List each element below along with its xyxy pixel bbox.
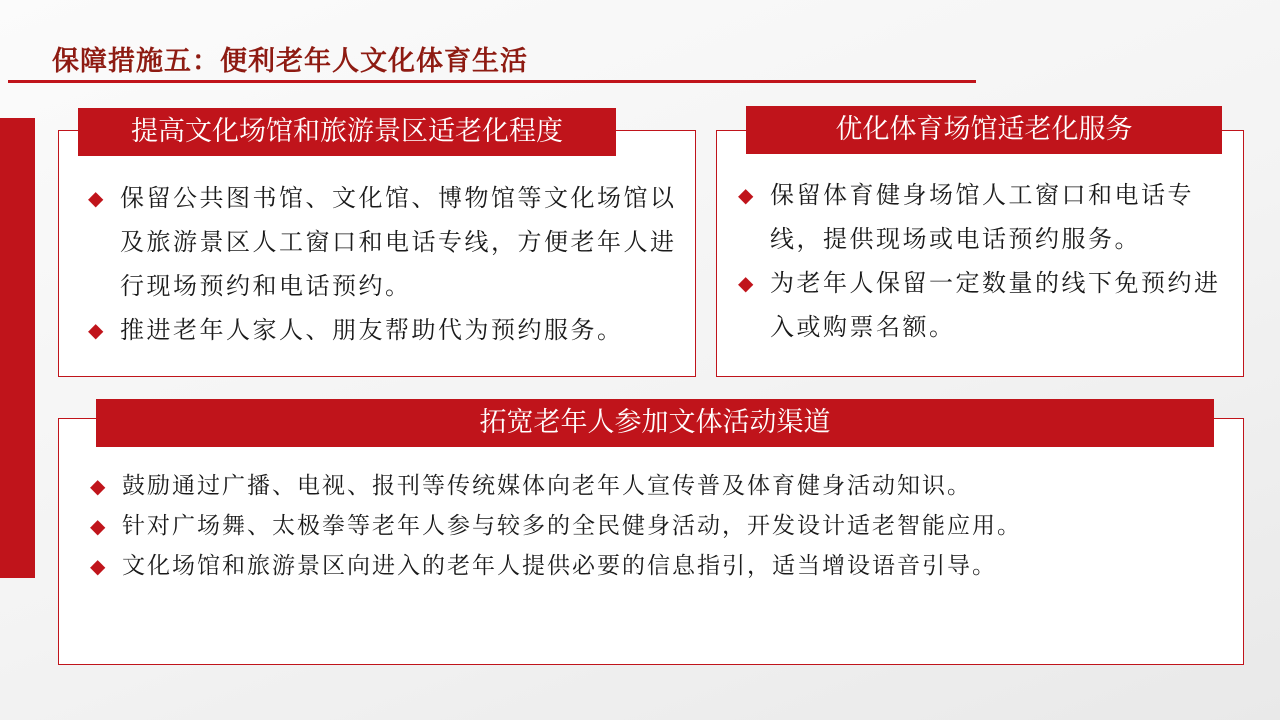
panel-culture-venues-list: [86, 176, 686, 352]
list-item: [736, 173, 1226, 261]
list-item-text: 为老年人保留一定数量的线下免预约进入或购票名额。: [770, 269, 1221, 341]
list-item: [88, 506, 1234, 546]
panel-activity-channels-heading: 拓宽老年人参加文体活动渠道: [96, 399, 1214, 447]
list-item: [86, 308, 686, 352]
diamond-bullet-icon: ◆: [90, 474, 108, 498]
panel-sports-venues-list: [736, 173, 1226, 349]
title-underline: [8, 80, 976, 83]
panel-culture-venues-heading: 提高文化场馆和旅游景区适老化程度: [78, 108, 616, 156]
list-item: [88, 466, 1234, 506]
list-item: [88, 546, 1234, 586]
list-item-text: 保留公共图书馆、文化馆、博物馆等文化场馆以及旅游景区人工窗口和电话专线，方便老年人进行现场预约和电话预约。: [120, 184, 677, 300]
panel-activity-channels-list: [88, 466, 1234, 586]
diamond-bullet-icon: ◆: [88, 318, 106, 342]
list-item-text: 保留体育健身场馆人工窗口和电话专线，提供现场或电话预约服务。: [770, 181, 1194, 253]
diamond-bullet-icon: ◆: [90, 514, 108, 538]
page-title: 保障措施五：便利老年人文化体育生活: [52, 46, 528, 77]
diamond-bullet-icon: ◆: [88, 186, 106, 210]
list-item-text: 文化场馆和旅游景区向进入的老年人提供必要的信息指引，适当增设语音引导。: [122, 553, 997, 579]
list-item: [736, 261, 1226, 349]
diamond-bullet-icon: ◆: [738, 183, 756, 207]
list-item-text: 鼓励通过广播、电视、报刊等传统媒体向老年人宣传普及体育健身活动知识。: [122, 473, 972, 499]
list-item-text: 针对广场舞、太极拳等老年人参与较多的全民健身活动，开发设计适老智能应用。: [122, 513, 1022, 539]
left-accent-bar: [0, 118, 35, 578]
diamond-bullet-icon: ◆: [738, 271, 756, 295]
diamond-bullet-icon: ◆: [90, 554, 108, 578]
panel-sports-venues-heading: 优化体育场馆适老化服务: [746, 106, 1222, 154]
list-item: [86, 176, 686, 308]
list-item-text: 推进老年人家人、朋友帮助代为预约服务。: [120, 316, 624, 344]
